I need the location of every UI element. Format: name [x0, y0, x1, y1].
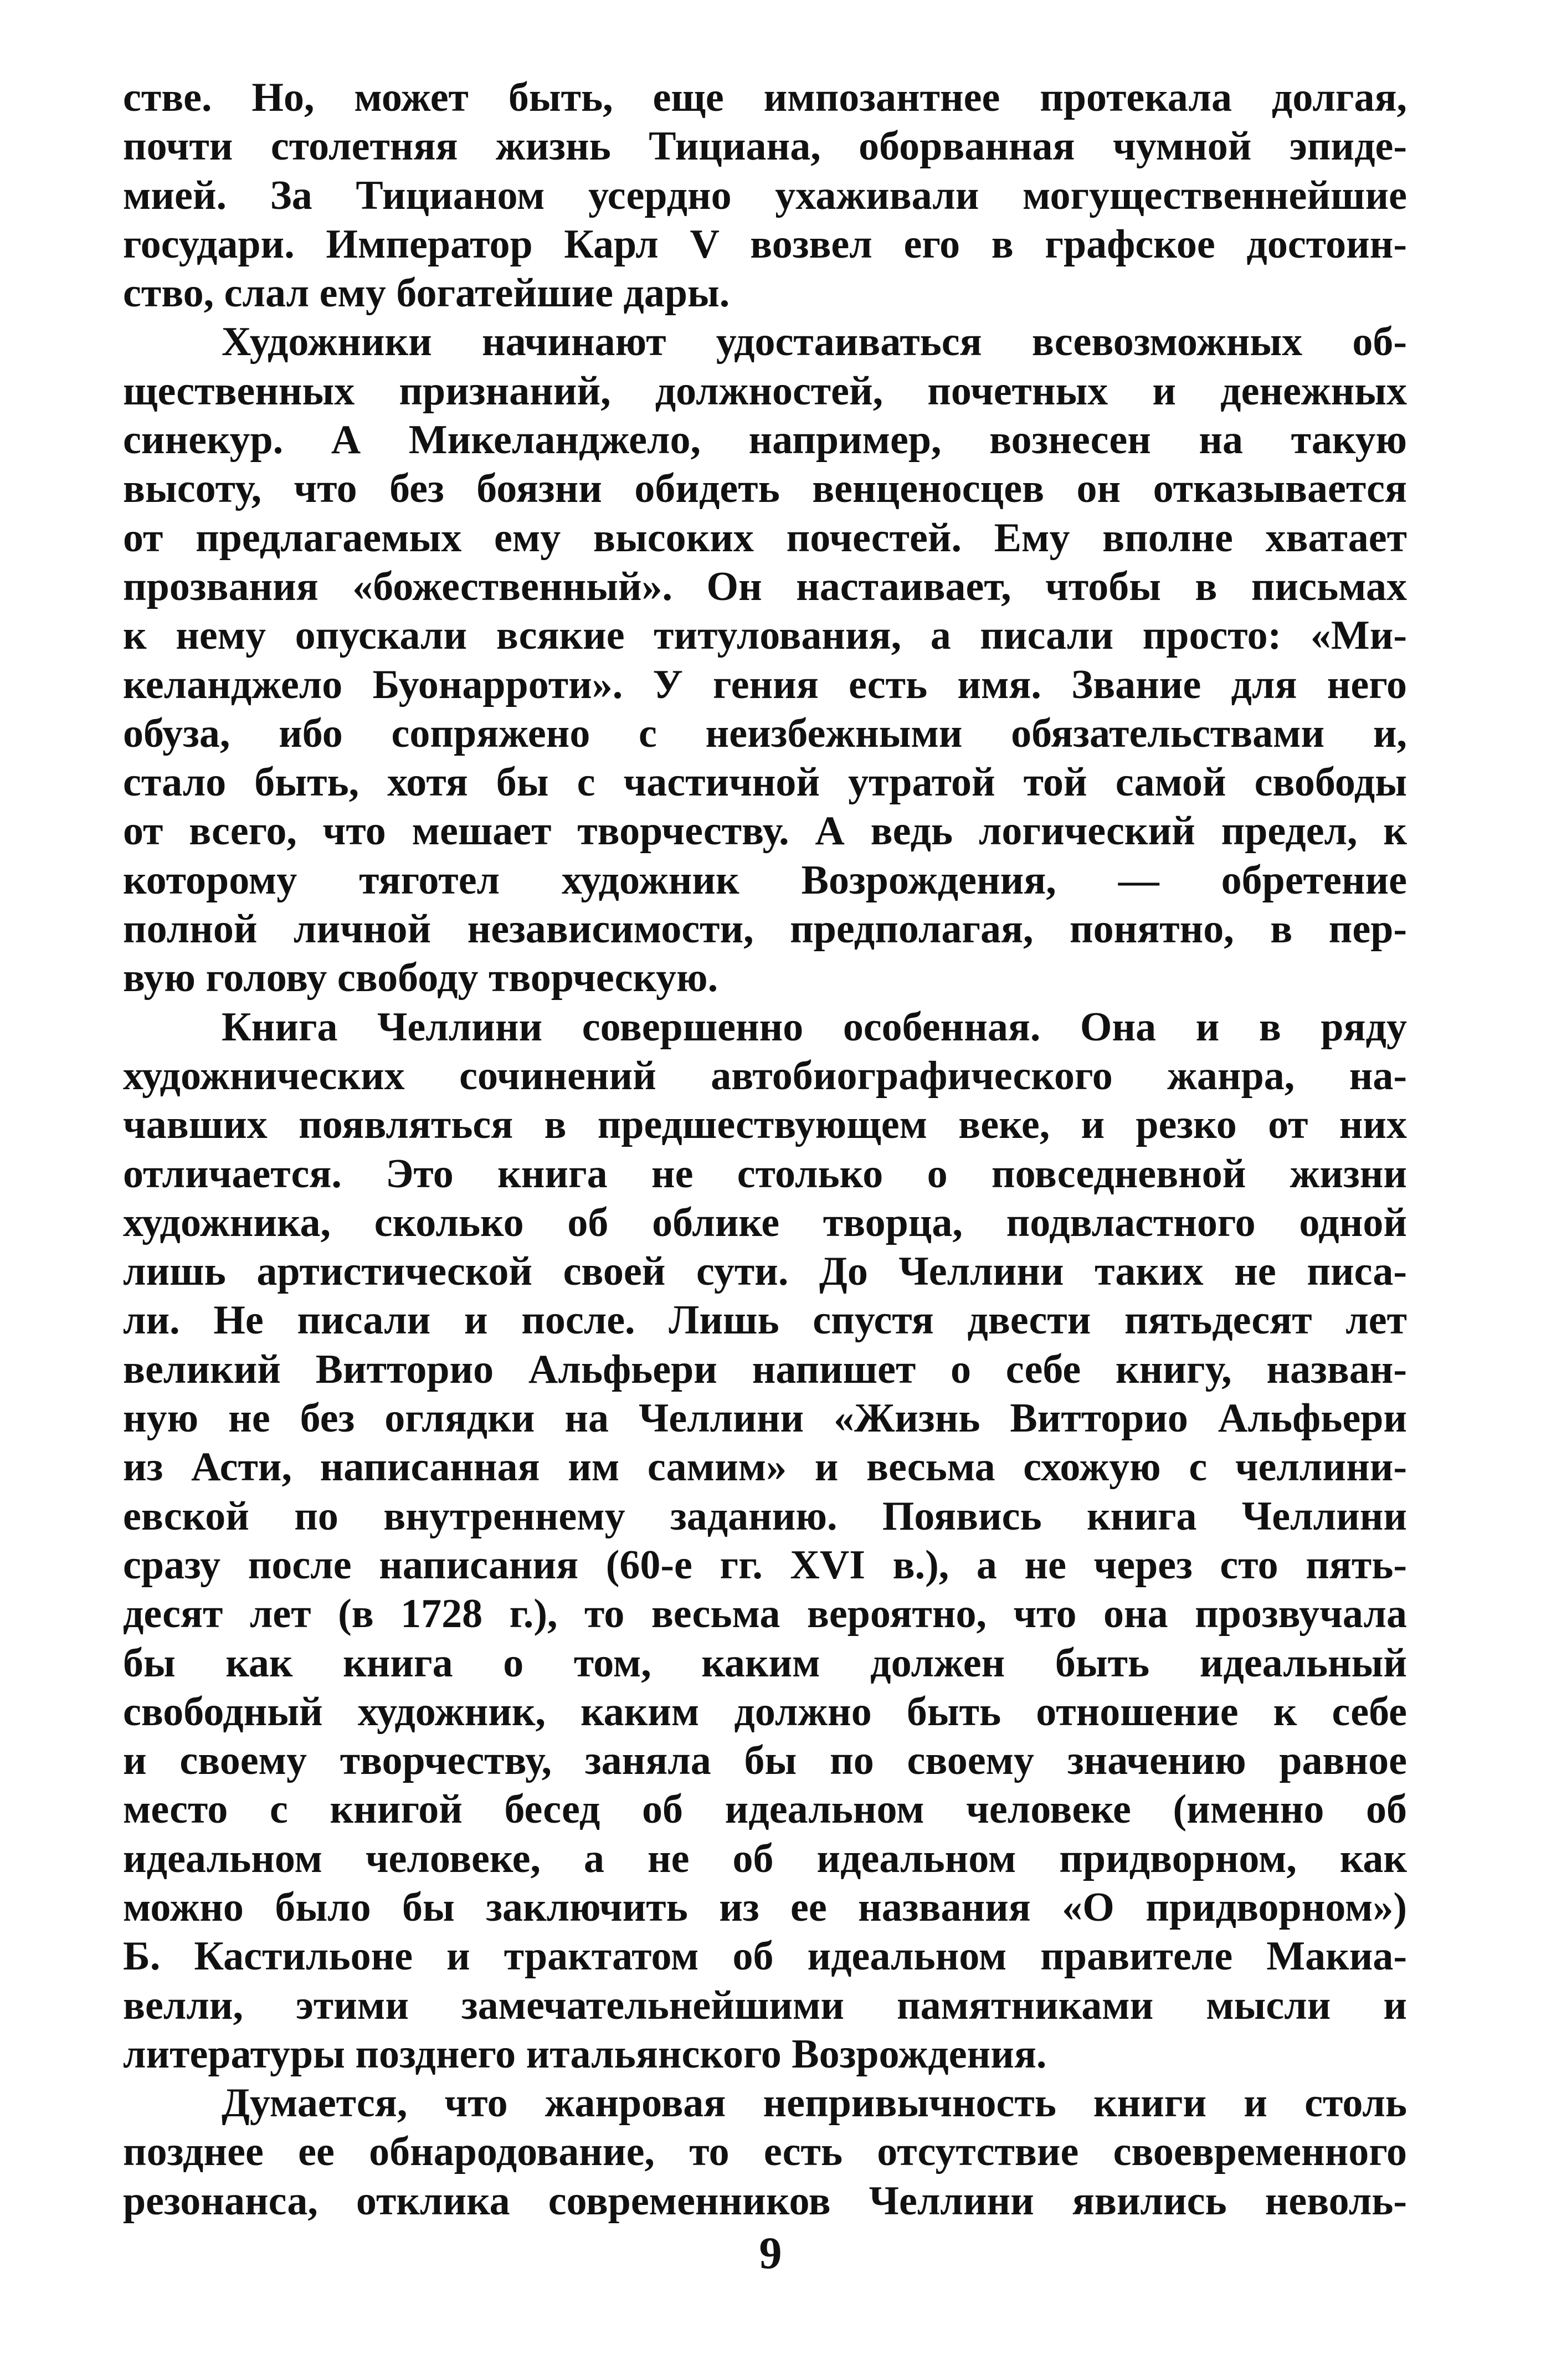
text-line: щественных признаний, должностей, почетных и денежных: [123, 368, 1407, 414]
text-line: стве. Но, может быть, еще импозантнее протекала долгая,: [123, 75, 1407, 120]
text-line: мией. За Тицианом усердно ухаживали могущественнейшие: [123, 172, 1407, 218]
text-line: полной личной независимости, предполагая, понятно, в пер-: [123, 906, 1407, 952]
text-line: евской по внутреннему заданию. Появись книга Челлини: [123, 1493, 1407, 1539]
text-line: ли. Не писали и после. Лишь спустя двести пятьдесят лет: [123, 1297, 1407, 1343]
text-line: резонанса, отклика современников Челлини явились неволь-: [123, 2178, 1407, 2224]
text-line: Думается, что жанровая непривычность книги и столь: [222, 2080, 1407, 2126]
paragraph: [123, 73, 1407, 317]
text-line: великий Витторио Альфьери напишет о себе книгу, назван-: [123, 1346, 1407, 1392]
text-line: келанджело Буонарроти». У гения есть имя. Звание для него: [123, 661, 1407, 707]
text-line: художнических сочинений автобиографического жанра, на-: [123, 1053, 1407, 1099]
text-line: вую голову свободу творческую.: [123, 955, 718, 1001]
text-line: Книга Челлини совершенно особенная. Она и в ряду: [222, 1004, 1407, 1050]
text-line: ство, слал ему богатейшие дары.: [123, 270, 730, 316]
paragraph: [123, 2079, 1407, 2225]
text-line: можно было бы заключить из ее названия «О придворном»): [123, 1884, 1407, 1930]
text-line: обуза, ибо сопряжено с неизбежными обязательствами и,: [123, 710, 1407, 756]
text-line: стало быть, хотя бы с частичной утратой той самой свободы: [123, 760, 1407, 806]
text-line: от всего, что мешает творчеству. А ведь логический предел, к: [123, 808, 1407, 854]
text-line: художника, сколько об облике творца, подвластного одной: [123, 1199, 1407, 1245]
text-line: бы как книга о том, каким должен быть идеальный: [123, 1640, 1407, 1686]
text-line: лишь артистической своей сути. До Челлини таких не писа-: [123, 1249, 1407, 1295]
text-line: литературы позднего итальянского Возрождения.: [123, 2031, 1047, 2077]
text-line: ную не без оглядки на Челлини «Жизнь Витторио Альфьери: [123, 1396, 1407, 1442]
text-line: и своему творчеству, заняла бы по своему значению равное: [123, 1738, 1407, 1784]
text-line: чавших появляться в предшествующем веке, и резко от них: [123, 1102, 1407, 1148]
page-number: 9: [759, 2228, 782, 2278]
text-line: почти столетняя жизнь Тициана, оборванная чумной эпиде-: [123, 124, 1407, 170]
text-line: прозвания «божественный». Он настаивает, чтобы в письмах: [123, 563, 1407, 609]
text-line: Б. Кастильоне и трактатом об идеальном правителе Макиа-: [123, 1933, 1407, 1979]
text-line: высоту, что без боязни обидеть венценосцев он отказывается: [123, 466, 1407, 512]
text-line: от предлагаемых ему высоких почестей. Ему вполне хватает: [123, 515, 1407, 561]
text-line: из Асти, написанная им самим» и весьма схожую с челлини-: [123, 1444, 1407, 1490]
text-line: позднее ее обнародование, то есть отсутствие своевременного: [123, 2129, 1407, 2175]
body-text: [123, 73, 1407, 2225]
text-line: Художники начинают удостаиваться всевозможных об-: [222, 319, 1407, 365]
text-line: десят лет (в 1728 г.), то весьма вероятно, что она прозвучала: [123, 1591, 1407, 1637]
text-line: к нему опускали всякие титулования, а писали просто: «Ми-: [123, 613, 1407, 659]
text-line: место с книгой бесед об идеальном человеке (именно об: [123, 1787, 1407, 1833]
text-line: синекур. А Микеланджело, например, вознесен на такую: [123, 417, 1407, 463]
text-line: идеальном человеке, а не об идеальном придворном, как: [123, 1835, 1407, 1881]
paragraph: [123, 317, 1407, 1002]
paragraph: [123, 1003, 1407, 2079]
text-line: которому тяготел художник Возрождения, — обретение: [123, 857, 1407, 903]
text-line: сразу после написания (60-е гг. XVI в.), а не через сто пять-: [123, 1542, 1407, 1588]
text-line: отличается. Это книга не столько о повседневной жизни: [123, 1151, 1407, 1197]
text-line: свободный художник, каким должно быть отношение к себе: [123, 1689, 1407, 1735]
text-line: велли, этими замечательнейшими памятниками мысли и: [123, 1982, 1407, 2028]
text-line: государи. Император Карл V возвел его в графское достоин-: [123, 221, 1407, 267]
